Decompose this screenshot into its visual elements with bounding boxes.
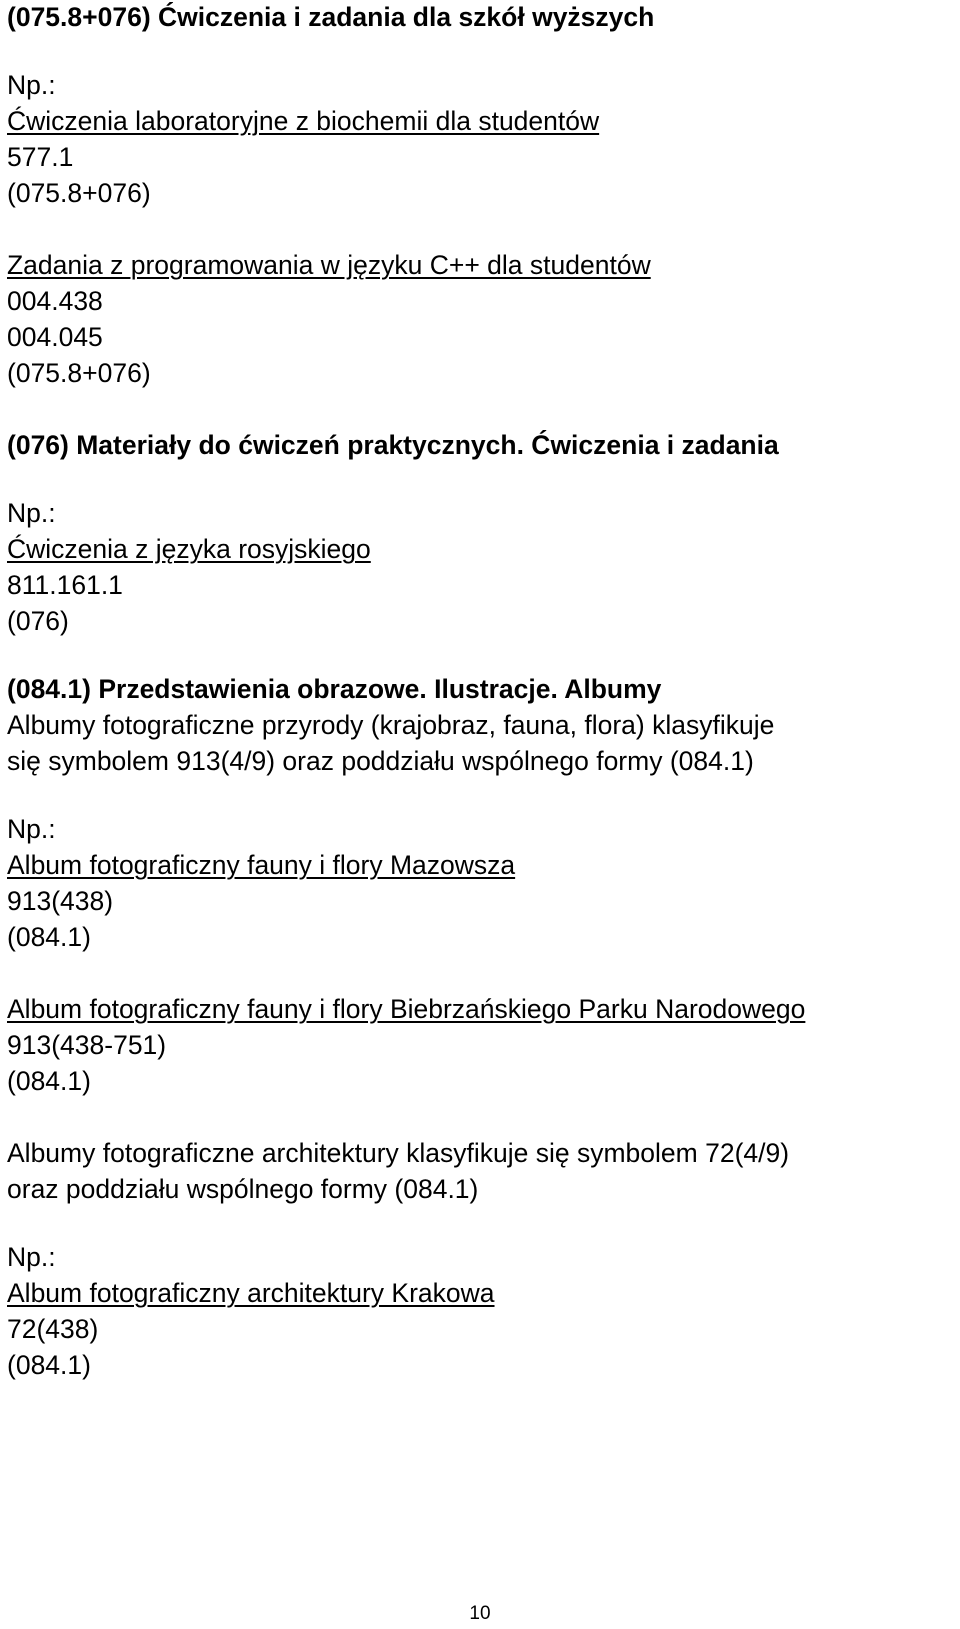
classification-code: 811.161.1 (7, 570, 123, 600)
spacer (7, 35, 957, 67)
classification-code: 72(438) (7, 1314, 99, 1344)
classification-code: 577.1 (7, 142, 74, 172)
spacer (7, 1099, 957, 1135)
np-label: Np.: (7, 814, 56, 844)
spacer (7, 391, 957, 427)
classification-code: 004.438 (7, 286, 103, 316)
classification-code: 004.045 (7, 322, 103, 352)
spacer (7, 463, 957, 495)
example-title: Zadania z programowania w języku C++ dla studentów (7, 250, 651, 280)
spacer (7, 639, 957, 671)
section-heading-075-8-076: (075.8+076) Ćwiczenia i zadania dla szkół wyższych (7, 2, 655, 32)
classification-code: 913(438-751) (7, 1030, 167, 1060)
classification-code: (075.8+076) (7, 178, 151, 208)
classification-code: (084.1) (7, 1066, 91, 1096)
section-description: oraz poddziału wspólnego formy (084.1) (7, 1174, 479, 1204)
spacer (7, 211, 957, 247)
section-description: Albumy fotograficzne przyrody (krajobraz, fauna, flora) klasyfikuje (7, 710, 775, 740)
classification-code: (075.8+076) (7, 358, 151, 388)
document-page (7, 0, 957, 1383)
example-title: Album fotograficzny architektury Krakowa (7, 1278, 495, 1308)
page-number: 10 (469, 1603, 491, 1624)
example-title: Ćwiczenia z języka rosyjskiego (7, 534, 371, 564)
section-heading-076: (076) Materiały do ćwiczeń praktycznych. Ćwiczenia i zadania (7, 430, 779, 460)
np-label: Np.: (7, 498, 56, 528)
spacer (7, 955, 957, 991)
np-label: Np.: (7, 70, 56, 100)
spacer (7, 779, 957, 811)
section-heading-084-1: (084.1) Przedstawienia obrazowe. Ilustracje. Albumy (7, 674, 662, 704)
classification-code: (084.1) (7, 1350, 91, 1380)
classification-code: 913(438) (7, 886, 114, 916)
classification-code: (076) (7, 606, 69, 636)
np-label: Np.: (7, 1242, 56, 1272)
classification-code: (084.1) (7, 922, 91, 952)
section-description: się symbolem 913(4/9) oraz poddziału wspólnego formy (084.1) (7, 746, 754, 776)
example-title: Album fotograficzny fauny i flory Mazowsza (7, 850, 516, 880)
example-title: Album fotograficzny fauny i flory Biebrzańskiego Parku Narodowego (7, 994, 806, 1024)
spacer (7, 1207, 957, 1239)
example-title: Ćwiczenia laboratoryjne z biochemii dla studentów (7, 106, 600, 136)
section-description: Albumy fotograficzne architektury klasyfikuje się symbolem 72(4/9) (7, 1138, 790, 1168)
